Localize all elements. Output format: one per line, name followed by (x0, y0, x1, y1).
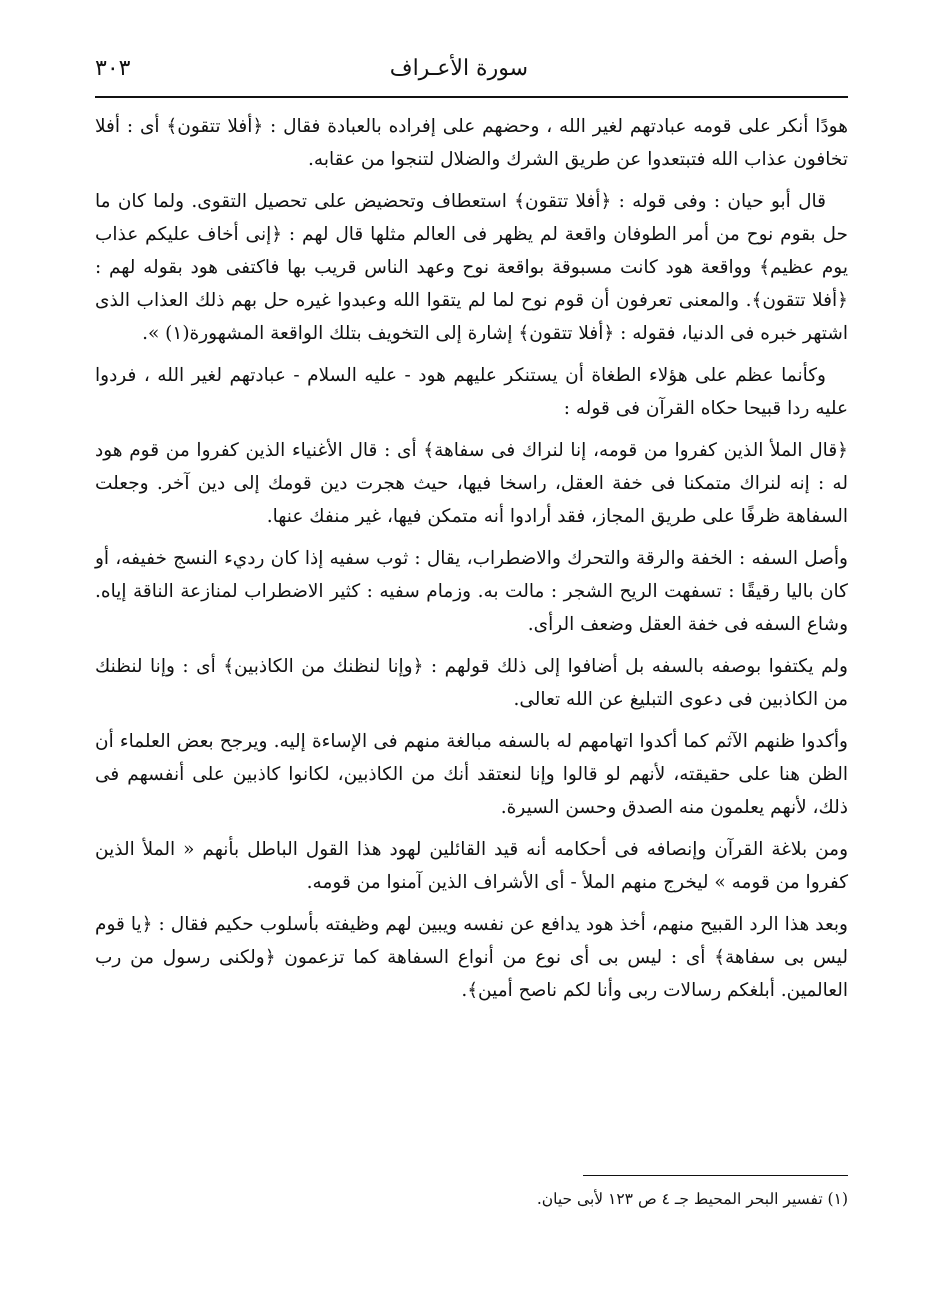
main-text (95, 110, 848, 1016)
paragraph: ﴿قال الملأ الذين كفروا من قومه، إنا لنراك فى سفاهة﴾ أى : قال الأغنياء الذين كفروا من قوم هود له : إنه لنراك متمكنا فى خفة العقل، راسخا فيها، حيث هجرت دين قومك إلى دين آخر. وجعلت السفاهة ظرفًا على طريق المجاز، فقد أرادوا أنه متمكن فيها، غير منفك عنها. (95, 440, 848, 527)
footnote-rule (583, 1175, 848, 1176)
paragraph: قال أبو حيان : وفى قوله : ﴿أفلا تتقون﴾ استعطاف وتحضيض على تحصيل التقوى. ولما كان ما حل بقوم نوح من أمر الطوفان واقعة لم يظهر فى العالم مثلها قال لهم : ﴿إنى أخاف عليكم عذاب يوم عظيم﴾ وواقعة هود كانت مسبوقة بواقعة نوح وعهد الناس قريب بها فاكتفى هود بقوله لهم : ﴿أفلا تتقون﴾. والمعنى تعرفون أن قوم نوح لما لم يتقوا الله وعبدوا غيره حل بهم ذلك العذاب الذى اشتهر خبره فى الدنيا، فقوله : ﴿أفلا تتقون﴾ إشارة إلى التخويف بتلك الواقعة المشهورة(١) ». (95, 191, 848, 344)
footnote: (١) تفسير البحر المحيط جـ ٤ ص ١٢٣ لأبى حيان. (536, 1190, 848, 1208)
page-header (95, 52, 848, 92)
paragraph: وأكدوا ظنهم الآثم كما أكدوا اتهامهم له بالسفه مبالغة منهم فى الإساءة إليه. ويرجح بعض العلماء أن الظن هنا على حقيقته، لأنهم لو قالوا وإنا لنعتقد أنك من الكاذبين، لكانوا كاذبين على أنفسهم فى ذلك، لأنهم يعلمون منه الصدق وحسن السيرة. (95, 731, 848, 818)
paragraph: وأصل السفه : الخفة والرقة والتحرك والاضطراب، يقال : ثوب سفيه إذا كان رديء النسج خفيفه، أو كان باليا رقيقًا : تسفهت الريح الشجر : مالت به. وزمام سفيه : كثير الاضطراب لمنازعة الناقة إياه. وشاع السفه فى خفة العقل وضعف الرأى. (95, 548, 848, 635)
header-rule (95, 96, 848, 98)
surah-title: سورة الأعـراف (389, 56, 528, 81)
page-number: ٣٠٣ (95, 56, 131, 81)
paragraph: وبعد هذا الرد القبيح منهم، أخذ هود يدافع عن نفسه ويبين لهم وظيفته بأسلوب حكيم فقال : ﴿يا قوم ليس بى سفاهة﴾ أى : ليس بى أى نوع من أنواع السفاهة كما تزعمون ﴿ولكنى رسول من رب العالمين. أبلغكم رسالات ربى وأنا لكم ناصح أمين﴾. (95, 914, 848, 1001)
paragraph: وكأنما عظم على هؤلاء الطغاة أن يستنكر عليهم هود - عليه السلام - عبادتهم لغير الله ، فردوا عليه ردا قبيحا حكاه القرآن فى قوله : (95, 365, 848, 419)
paragraph: ومن بلاغة القرآن وإنصافه فى أحكامه أنه قيد القائلين لهود هذا القول الباطل بأنهم « الملأ الذين كفروا من قومه » ليخرج منهم الملأ - أى الأشراف الذين آمنوا من قومه. (95, 839, 848, 893)
paragraph: هودًا أنكر على قومه عبادتهم لغير الله ، وحضهم على إفراده بالعبادة فقال : ﴿أفلا تتقون﴾ أى : أفلا تخافون عذاب الله فتبتعدوا عن طريق الشرك والضلال لتنجوا من عقابه. (95, 116, 848, 170)
paragraph: ولم يكتفوا بوصفه بالسفه بل أضافوا إلى ذلك قولهم : ﴿وإنا لنظنك من الكاذبين﴾ أى : وإنا لنظنك من الكاذبين فى دعوى التبليغ عن الله تعالى. (95, 656, 848, 710)
